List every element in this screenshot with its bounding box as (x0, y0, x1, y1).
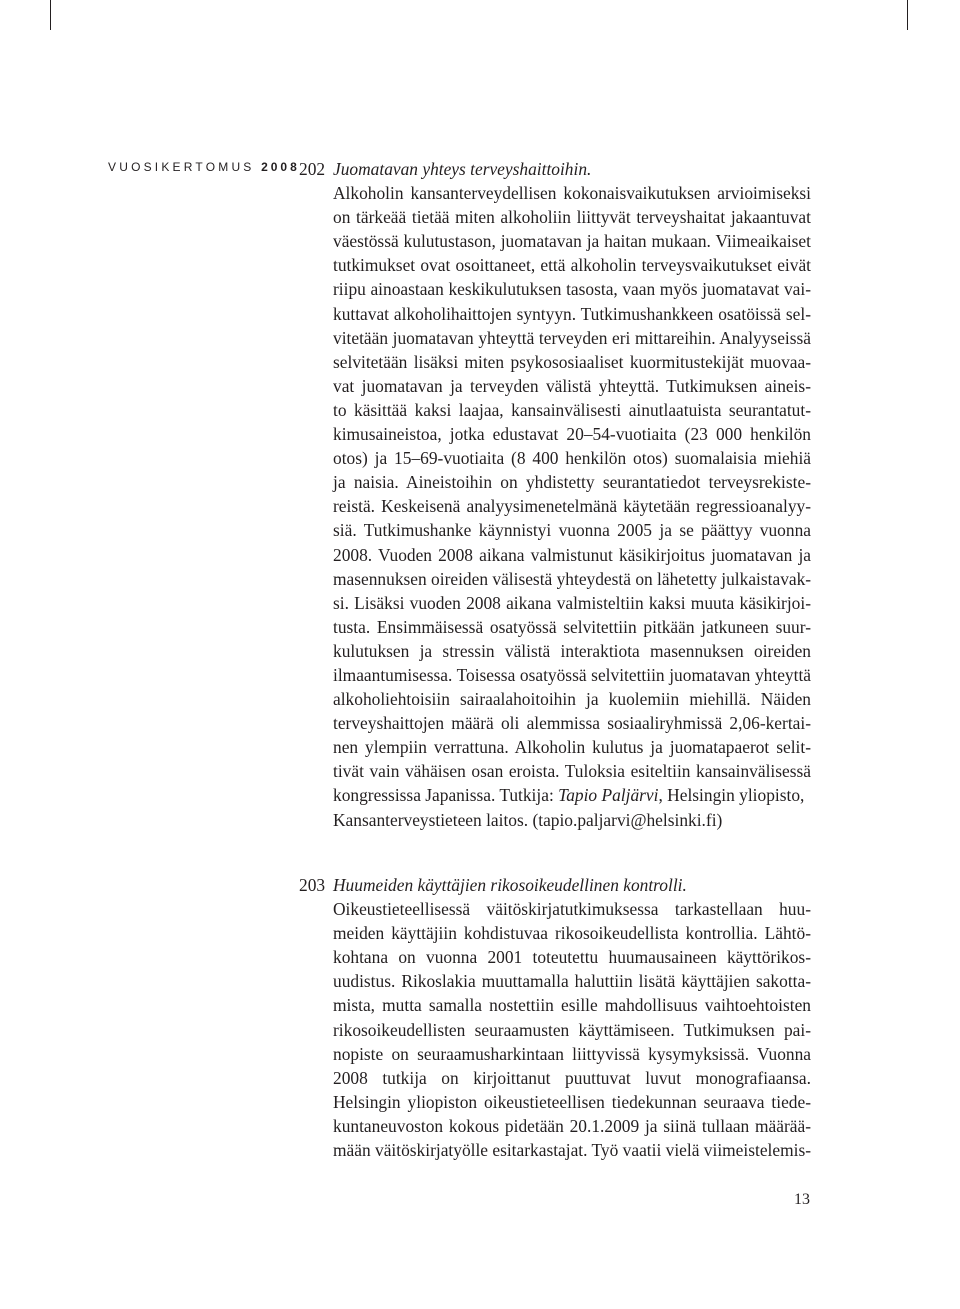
body-line: vat juomatavan ja terveyden välistä yhteyttä. Tutkimuksen aineis- (333, 375, 811, 396)
body-line: kuntaneuvoston kokous pidetään 20.1.2009 ja siinä tullaan määrää- (333, 1115, 811, 1136)
entry-title: Juomatavan yhteys terveyshaittoihin. (333, 159, 592, 179)
entry-title: Huumeiden käyttäjien rikosoikeudellinen kontrolli. (333, 875, 687, 895)
entry-body (299, 897, 811, 1162)
body-line: ja naisia. Aineistoihin on yhdistetty seurantatiedot terveysrekiste- (333, 472, 811, 493)
body-line: tivät vain vähäisen osan eroista. Tuloksia esiteltiin kansainvälisessä (333, 761, 811, 782)
body-line: Helsingin yliopiston oikeustieteellisen tiedekunnan seuraava tiede- (333, 1091, 811, 1112)
body-line: 2008. Vuoden 2008 aikana valmistunut käsikirjoitus juomatavan ja (333, 544, 811, 565)
body-line: mista, mutta samalla nostettiin esille mahdollisuus vaihtoehtoisten (333, 995, 811, 1016)
body-line: masennuksen oireiden välisestä yhteydestä on lähetetty julkaistavak- (333, 568, 812, 589)
researcher-prefix: kongressissa Japanissa. Tutkija: (333, 785, 559, 806)
entry-heading (299, 157, 811, 181)
report-year: 2008 (261, 160, 300, 174)
entry-body (299, 181, 811, 832)
body-line: otos) ja 15–69-vuotiaita (8 400 henkilön otos) suomalaisia miehiä (333, 448, 811, 469)
body-line: rikosoikeudellisten seuraamusten käyttämiseen. Tutkimuksen pai- (333, 1019, 811, 1040)
entry-202 (299, 157, 811, 832)
body-line: ilmaantumisessa. Toisessa osatyössä selvitettiin juomatavan yhteyttä (333, 664, 811, 685)
body-line: mään väitöskirjatyölle esitarkastajat. Työ vaatii vielä viimeistelemis- (333, 1140, 812, 1161)
body-line: riipu ainoastaan keskikulutuksen tasosta, vaan myös juomatavat vai- (333, 279, 811, 300)
body-line: Oikeustieteellisessä väitöskirjatutkimuksessa tarkastellaan huu- (333, 899, 811, 920)
entry-number: 203 (299, 875, 326, 895)
body-line: alkoholiehtoisiin sairaalahoitoihin ja kuolemiin miehillä. Näiden (333, 689, 811, 710)
body-line: terveyshaittojen määrä oli alemmissa sosiaaliryhmissä 2,06-kertai- (333, 713, 811, 734)
body-line: to käsittää kaksi laajaa, kansainvälisesti ainutlaatuista seurantatut- (333, 399, 811, 420)
page-number: 13 (794, 1191, 810, 1208)
body-line: nen ylempiin verrattuna. Alkoholin kulutus ja juomatapaerot selit- (333, 737, 811, 758)
body-line: tusta. Ensimmäisessä osatyössä selvitettiin pitkään jatkuneen suur- (333, 616, 811, 637)
body-line: kulutuksen ja stressin välistä interaktiota masennuksen oireiden (333, 640, 811, 661)
entry-203 (299, 873, 811, 1162)
researcher-name: Tapio Paljärvi (558, 785, 659, 806)
body-line: tutkimukset ovat osoittaneet, että alkoholin terveysvaikutukset eivät (333, 255, 811, 276)
entry-number: 202 (299, 159, 326, 179)
crop-mark-left (50, 0, 51, 30)
body-line: selvitetään lisäksi miten psykososiaaliset kuormitustekijät muovaa- (333, 351, 811, 372)
crop-mark-right (907, 0, 908, 30)
body-line: siä. Tutkimushanke käynnistyi vuonna 2005 ja se päättyy vuonna (333, 520, 811, 541)
body-line: nopiste on seuraamusharkintaan liittyvissä kysymyksissä. Vuonna (333, 1043, 811, 1064)
body-line: väestössä kulutustason, juomatavan ja haitan mukaan. Viimeaikaiset (333, 231, 811, 252)
body-line: meiden käyttäjiin kohdistuvaa rikosoikeudellista kontrollia. Lähtö- (333, 923, 811, 944)
body-line: vitetään juomatavan yhteyttä terveyden eri mittareihin. Analyyseissä (333, 327, 811, 348)
entry-heading (299, 873, 811, 897)
body-line: kimusaineistoa, jotka edustavat 20–54-vuotiaita (23 000 henkilön (333, 424, 811, 445)
body-line: on tärkeää tietää miten alkoholiin liittyvät terveyshaitat jakaantuvat (333, 207, 811, 228)
body-line: Kansanterveystieteen laitos. (tapio.paljarvi@helsinki.fi) (333, 809, 723, 830)
body-line: kohtana on vuonna 2001 toteutettu huumausaineen käyttörikos- (333, 947, 811, 968)
body-line: reistä. Keskeisenä analyysimenetelmänä käytetään regressioanalyy- (333, 496, 811, 517)
body-line: uudistus. Rikoslakia muuttamalla haluttiin lisätä käyttäjien sakotta- (333, 971, 811, 992)
body-line: Alkoholin kansanterveydellisen kokonaisvaikutuksen arvioimiseksi (333, 183, 811, 204)
researcher-affiliation: , Helsingin yliopisto, (658, 785, 805, 806)
running-header (108, 160, 300, 174)
body-line: kuttavat alkoholihaittojen syntyyn. Tutkimushankkeen osatöissä sel- (333, 303, 811, 324)
report-label: VUOSIKERTOMUS (108, 160, 255, 174)
body-line: si. Lisäksi vuoden 2008 aikana valmisteltiin kaksi muuta käsikirjoi- (333, 592, 811, 613)
body-line: 2008 tutkija on kirjoittanut puuttuvat luvut monografiaansa. (333, 1067, 811, 1088)
body-line-researcher (333, 783, 811, 807)
